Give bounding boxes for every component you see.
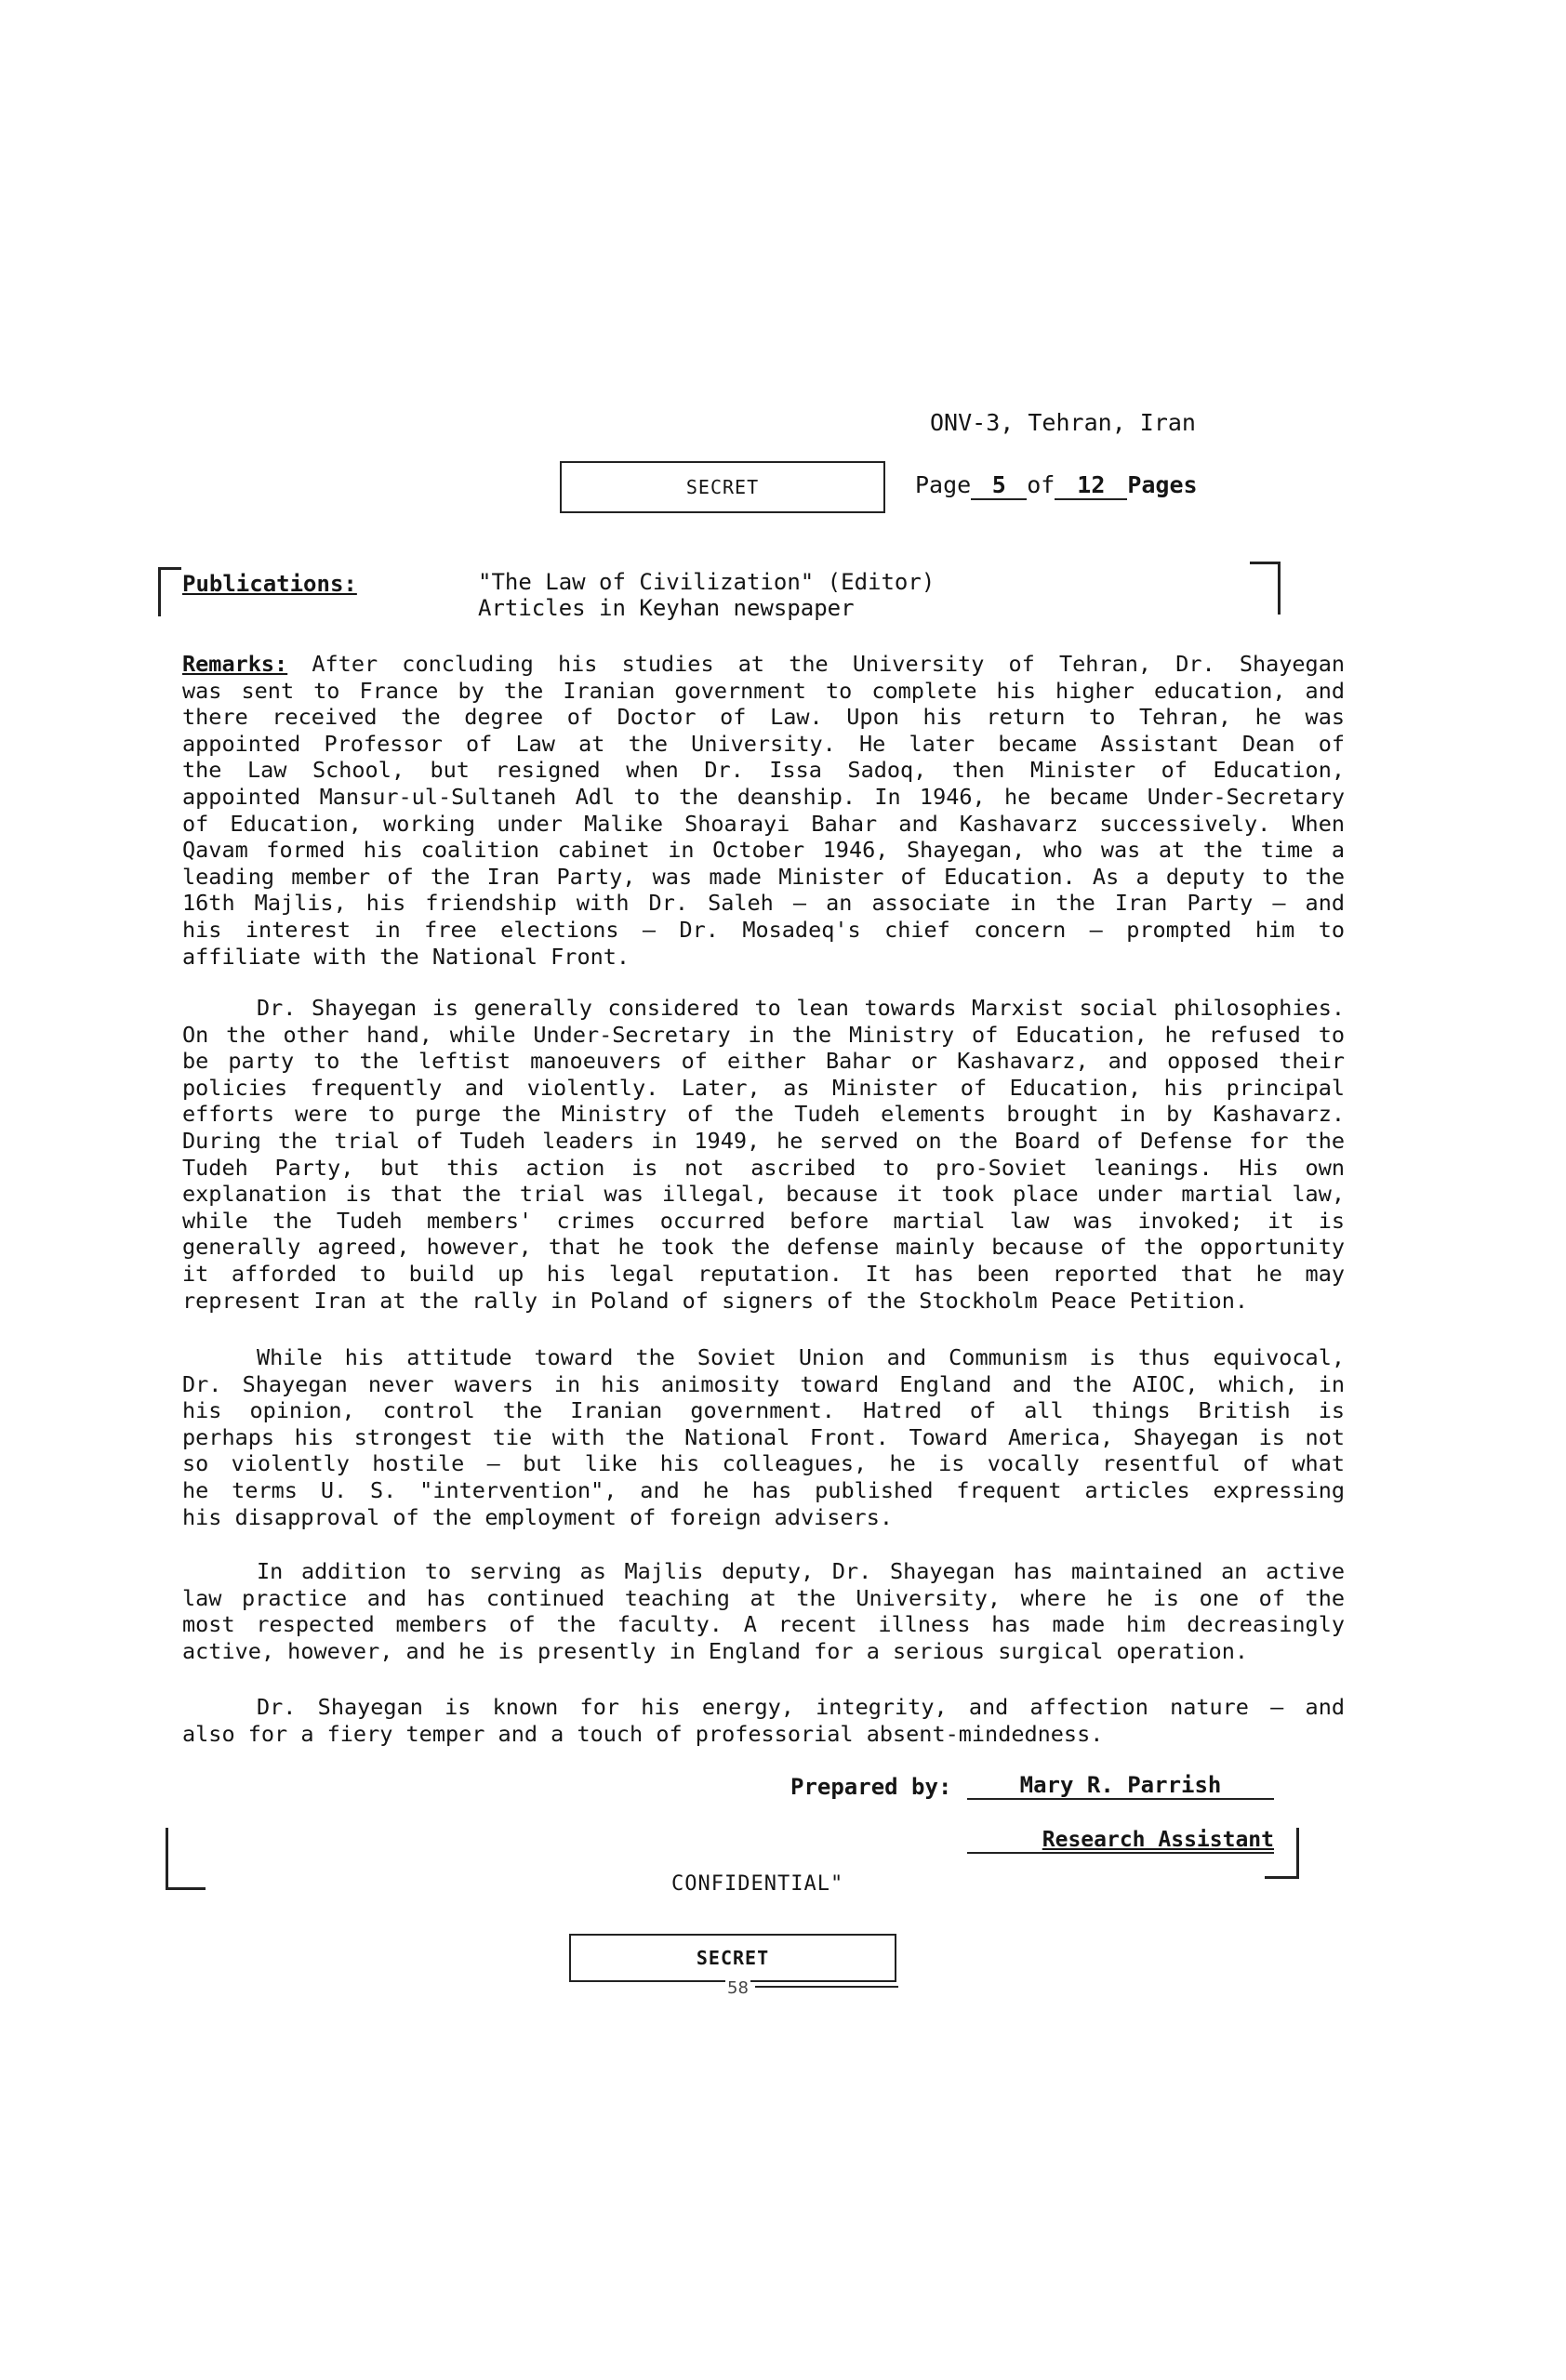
- paragraph-line: explanation is that the trial was illegal, because it took place under martial law,: [182, 1181, 1345, 1208]
- paragraph-line: Tudeh Party, but this action is not ascribed to pro-Soviet leanings. His own: [182, 1154, 1345, 1181]
- remarks-line: the Law School, but resigned when Dr. Issa Sadoq, then Minister of Education,: [182, 757, 1345, 784]
- prepared-by-label: Prepared by:: [790, 1774, 952, 1800]
- remarks-line: affiliate with the National Front.: [182, 943, 630, 970]
- paragraph-line: policies frequently and violently. Later, as Minister of Education, his principal: [182, 1074, 1345, 1101]
- remarks-line: appointed Professor of Law at the University. He later became Assistant Dean of: [182, 730, 1345, 757]
- classification-top: SECRET: [685, 476, 760, 498]
- classification-bottom: SECRET: [696, 1947, 770, 1969]
- page-footer-number: 58: [727, 1978, 749, 1998]
- paragraph-line: On the other hand, while Under-Secretary in the Ministry of Education, he refused to: [182, 1021, 1345, 1048]
- paragraph-line: he terms U. S. "intervention", and he has published frequent articles expressing: [182, 1476, 1345, 1503]
- remarks-line: Qavam formed his coalition cabinet in October 1946, Shayegan, who was at the time a: [182, 837, 1345, 864]
- paragraph-line: In addition to serving as Majlis deputy, Dr. Shayegan has maintained an active: [257, 1558, 1345, 1584]
- preparer-title: [967, 1828, 1274, 1854]
- remarks-line: [182, 651, 1345, 678]
- remarks-paragraph: [182, 651, 1345, 970]
- paragraph-line: his disapproval of the employment of foreign advisers.: [182, 1503, 894, 1530]
- confidential-marking: CONFIDENTIAL": [671, 1872, 844, 1896]
- publication-item-1: "The Law of Civilization" (Editor): [478, 569, 936, 595]
- remarks-line: there received the degree of Doctor of Law. Upon his return to Tehran, he was: [182, 704, 1345, 731]
- preparer-title-text: Research Assistant: [967, 1828, 1274, 1854]
- paragraph-line: active, however, and he is presently in England for a serious surgical operation.: [182, 1637, 1249, 1664]
- publication-item-2: Articles in Keyhan newspaper: [478, 595, 855, 621]
- bracket-top-right: [1250, 562, 1281, 615]
- page-number: 5: [971, 471, 1027, 500]
- remarks-line: 16th Majlis, his friendship with Dr. Saleh — an associate in the Iran Party — and: [182, 890, 1345, 917]
- preparer-name: [967, 1772, 1274, 1800]
- remarks-line: his interest in free elections — Dr. Mosadeq's chief concern — prompted him to: [182, 916, 1345, 943]
- header-location: ONV-3, Tehran, Iran: [930, 409, 1196, 436]
- paragraph-5: [182, 1694, 1345, 1747]
- remarks-line: leading member of the Iran Party, was made Minister of Education. As a deputy to the: [182, 863, 1345, 890]
- paragraph-line: While his attitude toward the Soviet Union and Communism is thus equivocal,: [257, 1344, 1345, 1370]
- remarks-line-text: After concluding his studies at the University of Tehran, Dr. Shayegan: [312, 651, 1345, 677]
- paragraph-line: be party to the leftist manoeuvers of either Bahar or Kashavarz, and opposed their: [182, 1048, 1345, 1075]
- publications-label-text: Publications:: [182, 571, 357, 597]
- paragraph-line: also for a fiery temper and a touch of professorial absent-mindedness.: [182, 1720, 1104, 1747]
- remarks-line: of Education, working under Malike Shoarayi Bahar and Kashavarz successively. When: [182, 810, 1345, 837]
- bracket-top-left: [158, 567, 181, 616]
- paragraph-line: Dr. Shayegan is known for his energy, integrity, and affection nature — and: [257, 1694, 1345, 1720]
- paragraph-line: efforts were to purge the Ministry of the Tudeh elements brought in by Kashavarz.: [182, 1101, 1345, 1128]
- total-pages: 12: [1055, 471, 1127, 500]
- paragraph-line: so violently hostile — but like his colleagues, he is vocally resentful of what: [182, 1450, 1345, 1477]
- paragraph-line: law practice and has continued teaching at the University, where he is one of the: [182, 1584, 1345, 1611]
- remarks-line: was sent to France by the Iranian government to complete his higher education, and: [182, 677, 1345, 704]
- classification-box-top: [560, 461, 885, 513]
- bracket-bottom-left: [166, 1828, 206, 1890]
- paragraph-line: Dr. Shayegan is generally considered to lean towards Marxist social philosophies.: [257, 995, 1345, 1021]
- footer-rule: [755, 1986, 898, 1988]
- paragraph-line: while the Tudeh members' crimes occurred before martial law was invoked; it is: [182, 1207, 1345, 1234]
- paragraph-4: [182, 1558, 1345, 1664]
- of-label: of: [1027, 471, 1055, 498]
- bracket-bottom-right: [1265, 1828, 1299, 1879]
- paragraph-line: it afforded to build up his legal reputation. It has been reported that he may: [182, 1260, 1345, 1287]
- paragraph-line: most respected members of the faculty. A recent illness has made him decreasingly: [182, 1611, 1345, 1638]
- paragraph-3: [182, 1344, 1345, 1530]
- page-label: Page: [915, 471, 972, 498]
- pages-label: Pages: [1127, 471, 1198, 498]
- publications-label: [182, 571, 357, 597]
- paragraph-line: his opinion, control the Iranian government. Hatred of all things British is: [182, 1397, 1345, 1424]
- paragraph-line: represent Iran at the rally in Poland of signers of the Stockholm Peace Petition.: [182, 1287, 1249, 1314]
- page-counter: [915, 471, 1198, 500]
- paragraph-2: [182, 995, 1345, 1314]
- remarks-line: appointed Mansur-ul-Sultaneh Adl to the deanship. In 1946, he became Under-Secretary: [182, 783, 1345, 810]
- classification-box-bottom: [569, 1934, 896, 1982]
- paragraph-line: perhaps his strongest tie with the National Front. Toward America, Shayegan is not: [182, 1423, 1345, 1450]
- remarks-label: Remarks:: [182, 651, 288, 677]
- preparer-name-text: Mary R. Parrish: [967, 1772, 1274, 1800]
- paragraph-line: Dr. Shayegan never wavers in his animosity toward England and the AIOC, which, in: [182, 1370, 1345, 1397]
- paragraph-line: During the trial of Tudeh leaders in 1949, he served on the Board of Defense for the: [182, 1127, 1345, 1154]
- paragraph-line: generally agreed, however, that he took the defense mainly because of the opportunity: [182, 1234, 1345, 1261]
